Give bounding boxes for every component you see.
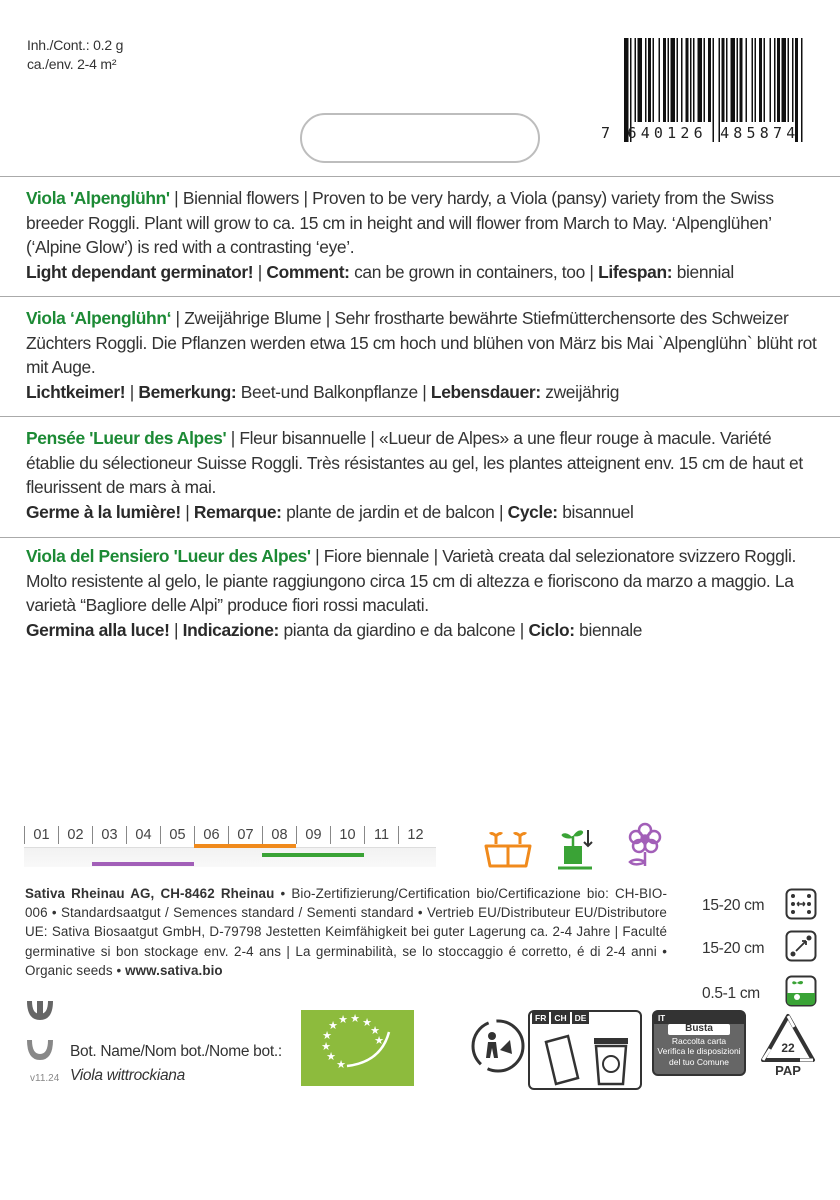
country-code-ch: CH [551,1012,569,1024]
comment-label: Bemerkung: [138,381,237,402]
variety-description: | Biennial flowers | Proven to be very hardy, a Viola (pansy) variety from the Swiss breeder Roggli. Plant will grow to ca. 15 cm in height and will flower from March to May. ‘Alpenglühen’ (‘Alpine Glow’) is red with a contrasting ‘eye’. [26,188,774,257]
barcode-bar [653,38,655,122]
barcode-bar [722,38,725,122]
eu-star: ★ [362,1017,372,1029]
sowing-depth-icon [785,975,817,1007]
lifespan-value: biennial [672,261,734,282]
month-label: 05 [160,826,194,844]
lifespan-value: zweijährig [540,381,620,402]
botanical-name: Viola wittrockiana [70,1067,185,1084]
package-info [27,36,123,74]
barcode-bar [663,38,666,122]
month-calendar [24,826,432,844]
comment-label: Remarque: [193,501,282,522]
barcode-bar [704,38,706,122]
barcode-bar [638,38,643,122]
variety-description: | Zweijährige Blume | Sehr frostharte bewährte Stiefmütterchensorte des Schweizer Züchters Roggli. Die Pflanzen werden etwa 15 cm hoch und blühen von März bis Mai `Alpenglühn` blüht rot mit Auge. [26,308,817,377]
barcode-bar [755,38,757,122]
variety-title: Viola del Pensiero 'Lueur des Alpes' [26,546,311,566]
row-spacing-icon [785,888,817,920]
eu-organic-logo [301,1010,414,1086]
seedling-pot-icon [552,824,598,870]
recycling-country-box [528,1010,642,1090]
lifespan-label: Cycle: [507,501,558,522]
eu-star: ★ [322,1030,332,1042]
flower-icon [624,822,666,868]
company-name: Sativa Rheinau AG, CH-8462 Rheinau [25,886,275,901]
eu-star: ★ [326,1051,336,1063]
planting-period-line [194,844,296,848]
section-french: Pensée 'Lueur des Alpes' | Fleur bisannuelle | «Lueur de Alpes» a une fleur rouge à macule. Variété établie du sélectioneur Suisse Roggli. Très résistantes au gel, les plantes atteignent env. 15 cm de haut et fleurissent de mars à mai. Germe à la lumière! | Remarque: plante de jardin et de balcon | Cycle: bisannuel [26,428,803,522]
eu-star: ★ [374,1035,384,1047]
section-divider [0,176,840,177]
eu-star: ★ [336,1059,346,1071]
barcode-bar [690,38,692,122]
month-label: 10 [330,826,364,844]
lifespan-label: Ciclo: [528,619,575,640]
plant-spacing-icon [785,930,817,962]
website-link[interactable]: www.sativa.bio [125,962,223,978]
comment-value: pianta da giardino e da balcone [278,619,516,640]
comment-label: Indicazione: [182,619,279,640]
content-weight: Inh./Cont.: 0.2 g [27,37,124,53]
variety-title: Viola 'Alpenglühn' [26,188,170,208]
sativa-logo-icon [24,998,56,1070]
germination-note: Light dependant germinator! [26,261,254,282]
lifespan-value: bisannuel [557,501,634,522]
barcode-bar [774,38,776,122]
comment-value: can be grown in containers, too [349,261,585,282]
italy-recycling-box [652,1010,746,1076]
barcode-bar [731,38,736,122]
variety-title: Viola ‘Alpenglühn‘ [26,308,172,328]
germination-note: Germe à la lumière! [26,501,181,522]
variety-title: Pensée 'Lueur des Alpes' [26,428,227,448]
barcode-bar [788,38,790,122]
lifespan-label: Lebensdauer: [430,381,541,402]
barcode-bar [708,38,711,122]
eu-star: ★ [321,1041,331,1053]
barcode-bar [671,38,676,122]
barcode-bar [752,38,754,122]
italy-code: IT [658,1014,666,1023]
pap-label: PAP [775,1063,801,1078]
month-label: 08 [262,826,296,844]
version-label: v11.24 [30,1073,60,1084]
barcode-bar [659,38,661,122]
comment-value: Beet-und Balkonpflanze [236,381,418,402]
triman-recycling-icon [470,1018,526,1074]
barcode-bar [726,38,728,122]
barcode-bar [681,38,683,122]
barcode-bar [677,38,679,122]
barcode-bar [737,38,739,122]
country-code-de: DE [572,1012,590,1024]
month-label: 07 [228,826,262,844]
pap-recycling-icon [758,1012,818,1080]
flowering-period-line [262,853,364,857]
barcode-bar [693,38,695,122]
hang-hole [300,113,540,163]
barcode-bar [759,38,762,122]
section-divider [0,537,840,538]
eu-star: ★ [350,1013,360,1025]
germination-note: Lichtkeimer! [26,381,126,402]
comment-label: Comment: [266,261,350,282]
lifespan-value: biennale [574,619,643,640]
paper-bin-icon [538,1030,638,1086]
italy-line-3: del tuo Comune [668,1056,729,1067]
barcode-bar [668,38,670,122]
barcode-bar [635,38,637,122]
country-code-fr: FR [532,1012,549,1024]
comment-value: plante de jardin et de balcon [281,501,495,522]
eu-star: ★ [338,1014,348,1026]
coverage-area: ca./env. 2-4 m² [27,56,117,72]
month-label: 11 [364,826,398,844]
row-spacing-value: 15-20 cm [702,897,765,914]
barcode-bar [782,38,787,122]
month-label: 03 [92,826,126,844]
month-label: 02 [58,826,92,844]
barcode-bar [746,38,748,122]
calendar-bar [24,847,436,867]
variety-description: | Fiore biennale | Varietà creata dal selezionatore svizzero Roggli. Molto resistente al gelo, le piante raggiungono circa 15 cm di altezza e fioriscono da marzo a maggio. La varietà “Bagliore delle Alpi” produce fiori rossi maculati. [26,546,796,615]
company-info [25,884,667,980]
certification-text: • Bio-Zertifizierung/Certification bio/Certificazione bio: CH-BIO-006 • Standardsaatgut / Semences standard / Sementi standard • Vertrieb EU/Distributeur EU/Distributore UE: Sativa Biosaatgut GmbH, D-79798 Jestetten Keimfähigkeit bei guter Lagerung ca. 2-4 Jahre | Faculté germinative si bon stockage env. 2-4 ans | La germinabilità, se lo stoccaggio é corretto, é di 2-4 anni • Organic seeds • [25,886,668,978]
eu-star: ★ [370,1025,380,1037]
barcode-bar [645,38,647,122]
barcode-bar [764,38,766,122]
botanical-name-block [70,1040,282,1088]
seed-tray-icon [482,826,534,870]
section-english: Viola 'Alpenglühn' | Biennial flowers | Proven to be very hardy, a Viola (pansy) variety from the Swiss breeder Roggli. Plant will grow to ca. 15 cm in height and will flower from March to May. ‘Alpenglühen’ (‘Alpine Glow’) is red with a contrasting ‘eye’. Light dependant germinator! | Comment: can be grown in containers, too | Lifespan: biennial [26,188,774,282]
italy-line-1: Raccolta carta [671,1035,727,1046]
variety-description: | Fleur bisannuelle | «Lueur de Alpes» a une fleur rouge à macule. Variété établie du sélectioneur Suisse Roggli. Très résistantes au gel, les plantes atteignent env. 15 cm de haut et fleurissent de mars à mai. [26,428,803,497]
section-italian: Viola del Pensiero 'Lueur des Alpes' | Fiore biennale | Varietà creata dal selezionatore svizzero Roggli. Molto resistente al gelo, le piante raggiungono circa 15 cm di altezza e fioriscono da marzo a maggio. La varietà “Bagliore delle Alpi” produce fiori rossi maculati. Germina alla luce! | Indicazione: pianta da giardino e da balcone | Ciclo: biennale [26,546,796,640]
italy-line-2: Verifica le disposizioni [657,1046,741,1056]
germination-note: Germina alla luce! [26,619,170,640]
section-divider [0,416,840,417]
italy-bag-title: Busta [668,1024,730,1035]
barcode-number: 7 640126 485874 [601,124,800,142]
barcode-bar [770,38,772,122]
plant-spacing-value: 15-20 cm [702,940,765,957]
sowing-period-line [92,862,194,866]
month-label: 12 [398,826,432,844]
barcode-bar [698,38,703,122]
month-label: 04 [126,826,160,844]
eu-star: ★ [328,1020,338,1032]
barcode-bar [648,38,651,122]
botanical-label: Bot. Name/Nom bot./Nome bot.: [70,1043,282,1060]
barcode-bar [792,38,794,122]
section-divider [0,296,840,297]
month-label: 09 [296,826,330,844]
month-label: 06 [194,826,228,844]
barcode-bar [777,38,780,122]
barcode-bar [686,38,689,122]
lifespan-label: Lifespan: [598,261,673,282]
barcode-bar [740,38,743,122]
sowing-depth-value: 0.5-1 cm [702,985,760,1002]
pap-number: 22 [781,1041,795,1055]
section-german: Viola ‘Alpenglühn‘ | Zweijährige Blume | Sehr frostharte bewährte Stiefmütterchensorte des Schweizer Züchters Roggli. Die Pflanzen werden etwa 15 cm hoch und blühen von März bis Mai `Alpenglühn` blüht rot mit Auge. Lichtkeimer! | Bemerkung: Beet-und Balkonpflanze | Lebensdauer: zweijährig [26,308,817,402]
month-label: 01 [24,826,58,844]
